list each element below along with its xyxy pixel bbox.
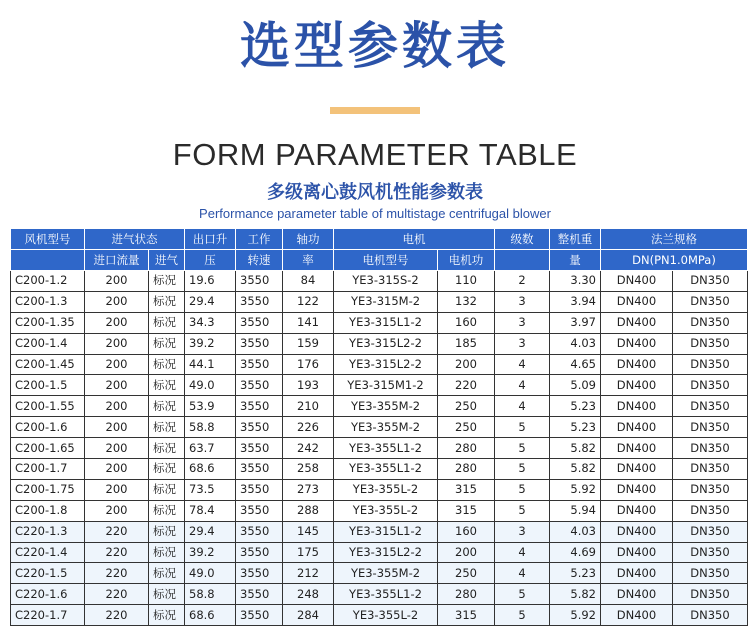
cell-shaft-power: 176	[283, 354, 334, 375]
cell-inlet-gas: 标况	[149, 605, 185, 626]
cell-flange-outlet: DN350	[673, 584, 748, 605]
cell-motor-power: 132	[438, 291, 495, 312]
cell-shaft-power: 242	[283, 438, 334, 459]
cell-model: C200-1.2	[11, 271, 85, 292]
cell-motor-model: YE3-355M-2	[334, 563, 438, 584]
header-motor-model: 电机型号	[334, 250, 438, 271]
cell-inlet-gas: 标况	[149, 417, 185, 438]
cell-flange-inlet: DN400	[601, 291, 673, 312]
cell-inlet-gas: 标况	[149, 271, 185, 292]
cell-motor-model: YE3-355M-2	[334, 417, 438, 438]
cell-shaft-power: 210	[283, 396, 334, 417]
cell-flange-inlet: DN400	[601, 521, 673, 542]
cell-shaft-power: 159	[283, 333, 334, 354]
cell-inlet-flow: 200	[85, 291, 149, 312]
cell-work-speed: 3550	[236, 375, 283, 396]
table-title-english: Performance parameter table of multistage centrifugal blower	[199, 206, 551, 221]
cell-shaft-power: 288	[283, 500, 334, 521]
cell-model: C200-1.65	[11, 438, 85, 459]
cell-weight: 3.30	[550, 271, 601, 292]
cell-model: C200-1.3	[11, 291, 85, 312]
cell-outlet-pressure: 44.1	[185, 354, 236, 375]
cell-model: C220-1.6	[11, 584, 85, 605]
cell-work-speed: 3550	[236, 438, 283, 459]
cell-outlet-pressure: 58.8	[185, 584, 236, 605]
cell-weight: 4.65	[550, 354, 601, 375]
cell-work-speed: 3550	[236, 396, 283, 417]
cell-work-speed: 3550	[236, 542, 283, 563]
cell-inlet-gas: 标况	[149, 312, 185, 333]
cell-motor-model: YE3-315L1-2	[334, 312, 438, 333]
cell-motor-power: 315	[438, 500, 495, 521]
cell-flange-outlet: DN350	[673, 605, 748, 626]
cell-flange-outlet: DN350	[673, 354, 748, 375]
table-row	[11, 500, 748, 521]
cell-outlet-pressure: 34.3	[185, 312, 236, 333]
cell-motor-power: 280	[438, 584, 495, 605]
cell-motor-model: YE3-315S-2	[334, 271, 438, 292]
cell-motor-power: 315	[438, 479, 495, 500]
cell-motor-model: YE3-315M1-2	[334, 375, 438, 396]
cell-flange-outlet: DN350	[673, 479, 748, 500]
cell-motor-power: 250	[438, 417, 495, 438]
cell-inlet-gas: 标况	[149, 563, 185, 584]
cell-inlet-gas: 标况	[149, 438, 185, 459]
cell-flange-outlet: DN350	[673, 396, 748, 417]
header-stages-blank	[495, 250, 550, 271]
table-row	[11, 291, 748, 312]
cell-inlet-gas: 标况	[149, 584, 185, 605]
cell-weight: 3.97	[550, 312, 601, 333]
table-row	[11, 438, 748, 459]
cell-flange-outlet: DN350	[673, 312, 748, 333]
cell-motor-model: YE3-355L1-2	[334, 584, 438, 605]
cell-motor-model: YE3-355L1-2	[334, 438, 438, 459]
cell-inlet-flow: 220	[85, 605, 149, 626]
table-header	[11, 229, 748, 271]
header-model-blank	[11, 250, 85, 271]
cell-weight: 5.09	[550, 375, 601, 396]
table-row	[11, 459, 748, 480]
cell-flange-inlet: DN400	[601, 563, 673, 584]
table-row	[11, 479, 748, 500]
cell-weight: 4.69	[550, 542, 601, 563]
cell-motor-power: 250	[438, 396, 495, 417]
header-row-2	[11, 250, 748, 271]
cell-inlet-gas: 标况	[149, 500, 185, 521]
cell-stages: 5	[495, 459, 550, 480]
cell-inlet-gas: 标况	[149, 542, 185, 563]
cell-weight: 5.92	[550, 605, 601, 626]
cell-model: C200-1.35	[11, 312, 85, 333]
cell-work-speed: 3550	[236, 500, 283, 521]
cell-motor-model: YE3-315L2-2	[334, 542, 438, 563]
cell-weight: 5.23	[550, 563, 601, 584]
cell-weight: 5.23	[550, 396, 601, 417]
cell-model: C220-1.3	[11, 521, 85, 542]
cell-stages: 4	[495, 354, 550, 375]
cell-flange-inlet: DN400	[601, 333, 673, 354]
cell-flange-inlet: DN400	[601, 375, 673, 396]
cell-work-speed: 3550	[236, 333, 283, 354]
cell-flange-inlet: DN400	[601, 584, 673, 605]
cell-flange-inlet: DN400	[601, 438, 673, 459]
cell-outlet-pressure: 63.7	[185, 438, 236, 459]
table-body	[11, 271, 748, 626]
cell-outlet-pressure: 73.5	[185, 479, 236, 500]
header-model: 风机型号	[11, 229, 85, 250]
cell-motor-power: 250	[438, 563, 495, 584]
cell-inlet-gas: 标况	[149, 354, 185, 375]
cell-inlet-flow: 200	[85, 459, 149, 480]
header-outlet-pressure-2: 压	[185, 250, 236, 271]
cell-weight: 4.03	[550, 521, 601, 542]
cell-inlet-gas: 标况	[149, 396, 185, 417]
cell-inlet-flow: 200	[85, 417, 149, 438]
header-motor-power: 电机功	[438, 250, 495, 271]
cell-work-speed: 3550	[236, 354, 283, 375]
cell-flange-inlet: DN400	[601, 542, 673, 563]
cell-flange-outlet: DN350	[673, 521, 748, 542]
cell-work-speed: 3550	[236, 521, 283, 542]
cell-shaft-power: 284	[283, 605, 334, 626]
cell-inlet-flow: 200	[85, 479, 149, 500]
cell-shaft-power: 212	[283, 563, 334, 584]
cell-outlet-pressure: 29.4	[185, 291, 236, 312]
header-outlet-pressure-1: 出口升	[185, 229, 236, 250]
cell-weight: 5.23	[550, 417, 601, 438]
header-inlet-state: 进气状态	[85, 229, 185, 250]
header-weight-2: 量	[550, 250, 601, 271]
header-motor: 电机	[334, 229, 495, 250]
cell-motor-power: 280	[438, 459, 495, 480]
cell-shaft-power: 226	[283, 417, 334, 438]
cell-shaft-power: 258	[283, 459, 334, 480]
cell-stages: 4	[495, 396, 550, 417]
cell-inlet-flow: 200	[85, 438, 149, 459]
table-row	[11, 542, 748, 563]
cell-motor-model: YE3-355L-2	[334, 500, 438, 521]
cell-motor-model: YE3-355L1-2	[334, 459, 438, 480]
cell-model: C200-1.45	[11, 354, 85, 375]
cell-shaft-power: 248	[283, 584, 334, 605]
cell-inlet-flow: 220	[85, 563, 149, 584]
table-row	[11, 584, 748, 605]
cell-inlet-flow: 220	[85, 584, 149, 605]
table-row	[11, 605, 748, 626]
cell-motor-power: 185	[438, 333, 495, 354]
cell-outlet-pressure: 58.8	[185, 417, 236, 438]
cell-inlet-flow: 200	[85, 333, 149, 354]
cell-model: C200-1.8	[11, 500, 85, 521]
cell-flange-outlet: DN350	[673, 375, 748, 396]
cell-motor-model: YE3-355L-2	[334, 605, 438, 626]
cell-flange-inlet: DN400	[601, 396, 673, 417]
cell-motor-power: 220	[438, 375, 495, 396]
cell-stages: 5	[495, 479, 550, 500]
table-row	[11, 375, 748, 396]
cell-shaft-power: 145	[283, 521, 334, 542]
cell-weight: 5.94	[550, 500, 601, 521]
cell-flange-inlet: DN400	[601, 605, 673, 626]
cell-motor-model: YE3-315L2-2	[334, 354, 438, 375]
header-row-1	[11, 229, 748, 250]
cell-work-speed: 3550	[236, 479, 283, 500]
cell-flange-inlet: DN400	[601, 271, 673, 292]
cell-motor-model: YE3-355M-2	[334, 396, 438, 417]
cell-motor-power: 160	[438, 521, 495, 542]
cell-flange-outlet: DN350	[673, 542, 748, 563]
cell-inlet-gas: 标况	[149, 459, 185, 480]
cell-flange-outlet: DN350	[673, 438, 748, 459]
cell-outlet-pressure: 29.4	[185, 521, 236, 542]
cell-motor-model: YE3-315L2-2	[334, 333, 438, 354]
cell-motor-power: 160	[438, 312, 495, 333]
cell-stages: 3	[495, 312, 550, 333]
cell-flange-inlet: DN400	[601, 312, 673, 333]
cell-stages: 5	[495, 500, 550, 521]
cell-weight: 5.82	[550, 584, 601, 605]
header-weight-1: 整机重	[550, 229, 601, 250]
cell-outlet-pressure: 49.0	[185, 375, 236, 396]
header-shaft-power-2: 率	[283, 250, 334, 271]
cell-model: C200-1.5	[11, 375, 85, 396]
cell-flange-outlet: DN350	[673, 333, 748, 354]
cell-model: C200-1.75	[11, 479, 85, 500]
cell-motor-power: 200	[438, 354, 495, 375]
cell-inlet-gas: 标况	[149, 333, 185, 354]
cell-motor-power: 200	[438, 542, 495, 563]
cell-outlet-pressure: 68.6	[185, 605, 236, 626]
cell-stages: 3	[495, 333, 550, 354]
cell-model: C220-1.5	[11, 563, 85, 584]
cell-weight: 4.03	[550, 333, 601, 354]
table-row	[11, 417, 748, 438]
cell-outlet-pressure: 39.2	[185, 542, 236, 563]
cell-work-speed: 3550	[236, 605, 283, 626]
cell-stages: 2	[495, 271, 550, 292]
cell-shaft-power: 193	[283, 375, 334, 396]
table-row	[11, 521, 748, 542]
cell-motor-power: 315	[438, 605, 495, 626]
cell-work-speed: 3550	[236, 584, 283, 605]
cell-flange-outlet: DN350	[673, 271, 748, 292]
cell-model: C200-1.4	[11, 333, 85, 354]
cell-flange-inlet: DN400	[601, 500, 673, 521]
cell-outlet-pressure: 19.6	[185, 271, 236, 292]
cell-shaft-power: 175	[283, 542, 334, 563]
cell-motor-model: YE3-315M-2	[334, 291, 438, 312]
table-row	[11, 333, 748, 354]
cell-stages: 4	[495, 542, 550, 563]
cell-motor-model: YE3-315L1-2	[334, 521, 438, 542]
cell-inlet-flow: 200	[85, 500, 149, 521]
cell-shaft-power: 141	[283, 312, 334, 333]
cell-motor-model: YE3-355L-2	[334, 479, 438, 500]
cell-motor-power: 110	[438, 271, 495, 292]
cell-stages: 4	[495, 563, 550, 584]
cell-outlet-pressure: 49.0	[185, 563, 236, 584]
page-title: 选型参数表	[240, 17, 510, 75]
cell-shaft-power: 84	[283, 271, 334, 292]
cell-model: C220-1.4	[11, 542, 85, 563]
cell-inlet-flow: 200	[85, 312, 149, 333]
header-flange-dn: DN(PN1.0MPa)	[601, 250, 748, 271]
cell-flange-outlet: DN350	[673, 500, 748, 521]
cell-inlet-gas: 标况	[149, 291, 185, 312]
header-inlet-gas: 进气	[149, 250, 185, 271]
cell-shaft-power: 122	[283, 291, 334, 312]
cell-stages: 5	[495, 438, 550, 459]
table-title-chinese: 多级离心鼓风机性能参数表	[267, 182, 483, 203]
cell-inlet-flow: 200	[85, 396, 149, 417]
cell-work-speed: 3550	[236, 459, 283, 480]
cell-flange-outlet: DN350	[673, 291, 748, 312]
cell-stages: 5	[495, 584, 550, 605]
cell-work-speed: 3550	[236, 312, 283, 333]
cell-stages: 3	[495, 291, 550, 312]
cell-inlet-flow: 200	[85, 354, 149, 375]
cell-outlet-pressure: 53.9	[185, 396, 236, 417]
cell-flange-inlet: DN400	[601, 354, 673, 375]
header-shaft-power-1: 轴功	[283, 229, 334, 250]
cell-model: C220-1.7	[11, 605, 85, 626]
cell-work-speed: 3550	[236, 563, 283, 584]
cell-stages: 5	[495, 417, 550, 438]
cell-stages: 5	[495, 605, 550, 626]
cell-inlet-gas: 标况	[149, 375, 185, 396]
cell-work-speed: 3550	[236, 417, 283, 438]
cell-weight: 5.82	[550, 438, 601, 459]
cell-outlet-pressure: 68.6	[185, 459, 236, 480]
cell-flange-outlet: DN350	[673, 563, 748, 584]
cell-inlet-flow: 200	[85, 271, 149, 292]
cell-outlet-pressure: 39.2	[185, 333, 236, 354]
cell-model: C200-1.55	[11, 396, 85, 417]
header-stages: 级数	[495, 229, 550, 250]
header-inlet-flow: 进口流量	[85, 250, 149, 271]
table-row	[11, 271, 748, 292]
table-row	[11, 396, 748, 417]
table-row	[11, 312, 748, 333]
cell-inlet-flow: 220	[85, 521, 149, 542]
cell-inlet-gas: 标况	[149, 479, 185, 500]
header-work-speed-1: 工作	[236, 229, 283, 250]
english-title: FORM PARAMETER TABLE	[172, 137, 578, 172]
cell-flange-inlet: DN400	[601, 479, 673, 500]
parameter-table	[10, 228, 748, 626]
cell-inlet-gas: 标况	[149, 521, 185, 542]
cell-flange-inlet: DN400	[601, 459, 673, 480]
cell-weight: 5.82	[550, 459, 601, 480]
cell-model: C200-1.7	[11, 459, 85, 480]
cell-weight: 5.92	[550, 479, 601, 500]
table-row	[11, 354, 748, 375]
cell-outlet-pressure: 78.4	[185, 500, 236, 521]
cell-work-speed: 3550	[236, 291, 283, 312]
cell-motor-power: 280	[438, 438, 495, 459]
cell-model: C200-1.6	[11, 417, 85, 438]
header-flange: 法兰规格	[601, 229, 748, 250]
cell-stages: 4	[495, 375, 550, 396]
header-work-speed-2: 转速	[236, 250, 283, 271]
accent-divider	[330, 107, 420, 114]
cell-weight: 3.94	[550, 291, 601, 312]
table-row	[11, 563, 748, 584]
cell-flange-outlet: DN350	[673, 417, 748, 438]
cell-inlet-flow: 220	[85, 542, 149, 563]
cell-inlet-flow: 200	[85, 375, 149, 396]
cell-work-speed: 3550	[236, 271, 283, 292]
cell-flange-outlet: DN350	[673, 459, 748, 480]
cell-flange-inlet: DN400	[601, 417, 673, 438]
cell-shaft-power: 273	[283, 479, 334, 500]
cell-stages: 3	[495, 521, 550, 542]
